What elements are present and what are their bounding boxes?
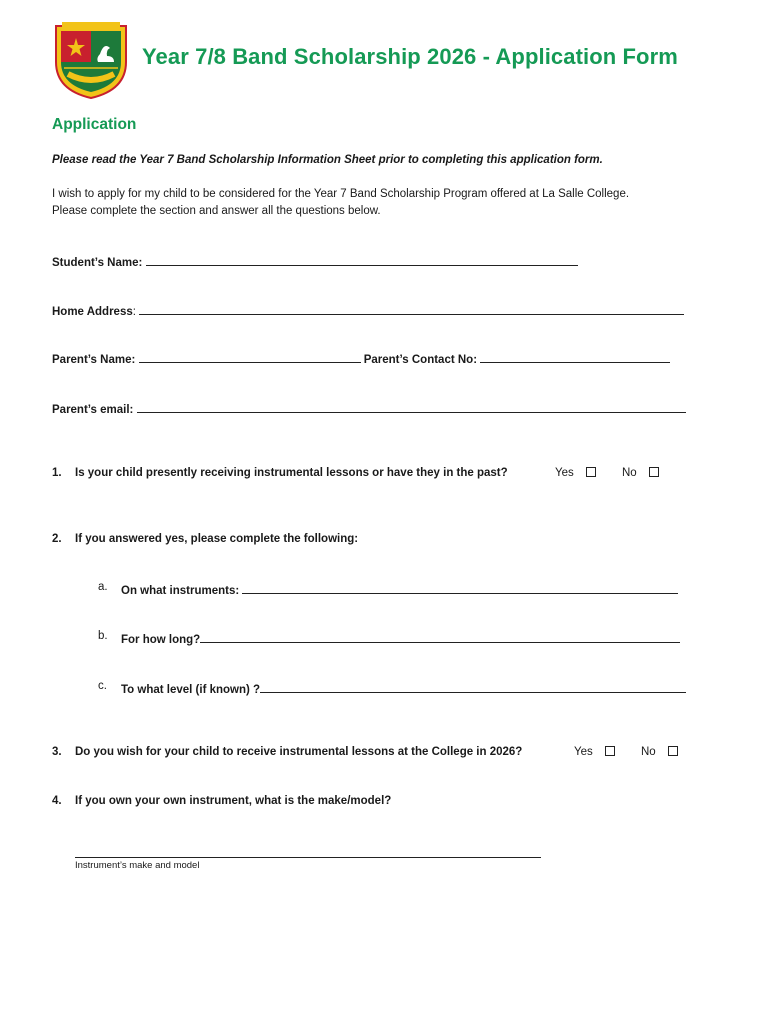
- question-1-yes-option[interactable]: [555, 467, 596, 479]
- instrument-model-caption: Instrument’s make and model: [75, 860, 200, 871]
- question-1-no-checkbox[interactable]: [649, 467, 659, 477]
- question-1-no-option[interactable]: [622, 467, 659, 479]
- instrument-model-row: [75, 845, 541, 861]
- question-4-number: 4.: [52, 795, 62, 807]
- parent-name-label: Parent’s Name:: [52, 354, 136, 366]
- question-2-text: If you answered yes, please complete the following:: [75, 533, 359, 545]
- home-address-row: [52, 302, 684, 318]
- question-1-no-label: No: [622, 467, 637, 479]
- home-address-label: Home Address: [52, 306, 133, 318]
- question-3-yes-option[interactable]: [574, 746, 615, 758]
- section-heading: Application: [52, 116, 137, 133]
- student-name-label: Student’s Name:: [52, 257, 143, 269]
- parent-email-row: [52, 400, 686, 416]
- question-2c-letter: c.: [98, 680, 107, 692]
- college-crest-logo: [52, 20, 130, 100]
- parent-email-field[interactable]: [137, 400, 686, 413]
- duration-field[interactable]: [200, 630, 680, 643]
- question-3-number: 3.: [52, 746, 62, 758]
- level-field[interactable]: [260, 680, 686, 693]
- question-2c-row: [121, 680, 686, 696]
- home-address-field[interactable]: [139, 302, 684, 315]
- student-name-row: [52, 253, 578, 269]
- home-address-colon: :: [132, 306, 136, 318]
- question-3-no-checkbox[interactable]: [668, 746, 678, 756]
- question-3-yes-checkbox[interactable]: [605, 746, 615, 756]
- instrument-model-field[interactable]: [75, 845, 541, 858]
- question-2c-text: To what level (if known) ?: [121, 684, 261, 696]
- parent-email-label: Parent’s email:: [52, 404, 134, 416]
- intro-paragraph: [52, 186, 732, 220]
- question-2b-row: [121, 630, 680, 646]
- question-2-number: 2.: [52, 533, 62, 545]
- question-3-text: Do you wish for your child to receive instrumental lessons at the College in 2026?: [75, 746, 523, 758]
- intro-line-2: Please complete the section and answer all the questions below.: [52, 205, 381, 217]
- student-name-field[interactable]: [146, 253, 578, 266]
- parent-contact-label: Parent’s Contact No:: [363, 354, 478, 366]
- parent-name-row: [52, 350, 670, 366]
- question-3-no-label: No: [641, 746, 656, 758]
- intro-line-1: I wish to apply for my child to be considered for the Year 7 Band Scholarship Program offered at La Salle College.: [52, 188, 630, 200]
- question-2a-text: On what instruments:: [121, 585, 240, 597]
- question-1-text: Is your child presently receiving instrumental lessons or have they in the past?: [75, 467, 508, 479]
- question-3-yes-label: Yes: [574, 746, 593, 758]
- question-2b-letter: b.: [98, 630, 108, 642]
- form-title: Year 7/8 Band Scholarship 2026 - Application Form: [142, 44, 678, 69]
- question-2b-text: For how long?: [121, 634, 201, 646]
- question-2a-letter: a.: [98, 581, 108, 593]
- question-1-yes-label: Yes: [555, 467, 574, 479]
- question-2a-row: [121, 581, 678, 597]
- parent-name-field[interactable]: [139, 350, 361, 363]
- parent-contact-field[interactable]: [480, 350, 670, 363]
- instruction-text: Please read the Year 7 Band Scholarship Information Sheet prior to completing this application form.: [52, 154, 603, 166]
- question-4-text: If you own your own instrument, what is the make/model?: [75, 795, 392, 807]
- instruments-field[interactable]: [242, 581, 678, 594]
- question-1-yes-checkbox[interactable]: [586, 467, 596, 477]
- question-1-number: 1.: [52, 467, 62, 479]
- question-3-no-option[interactable]: [641, 746, 678, 758]
